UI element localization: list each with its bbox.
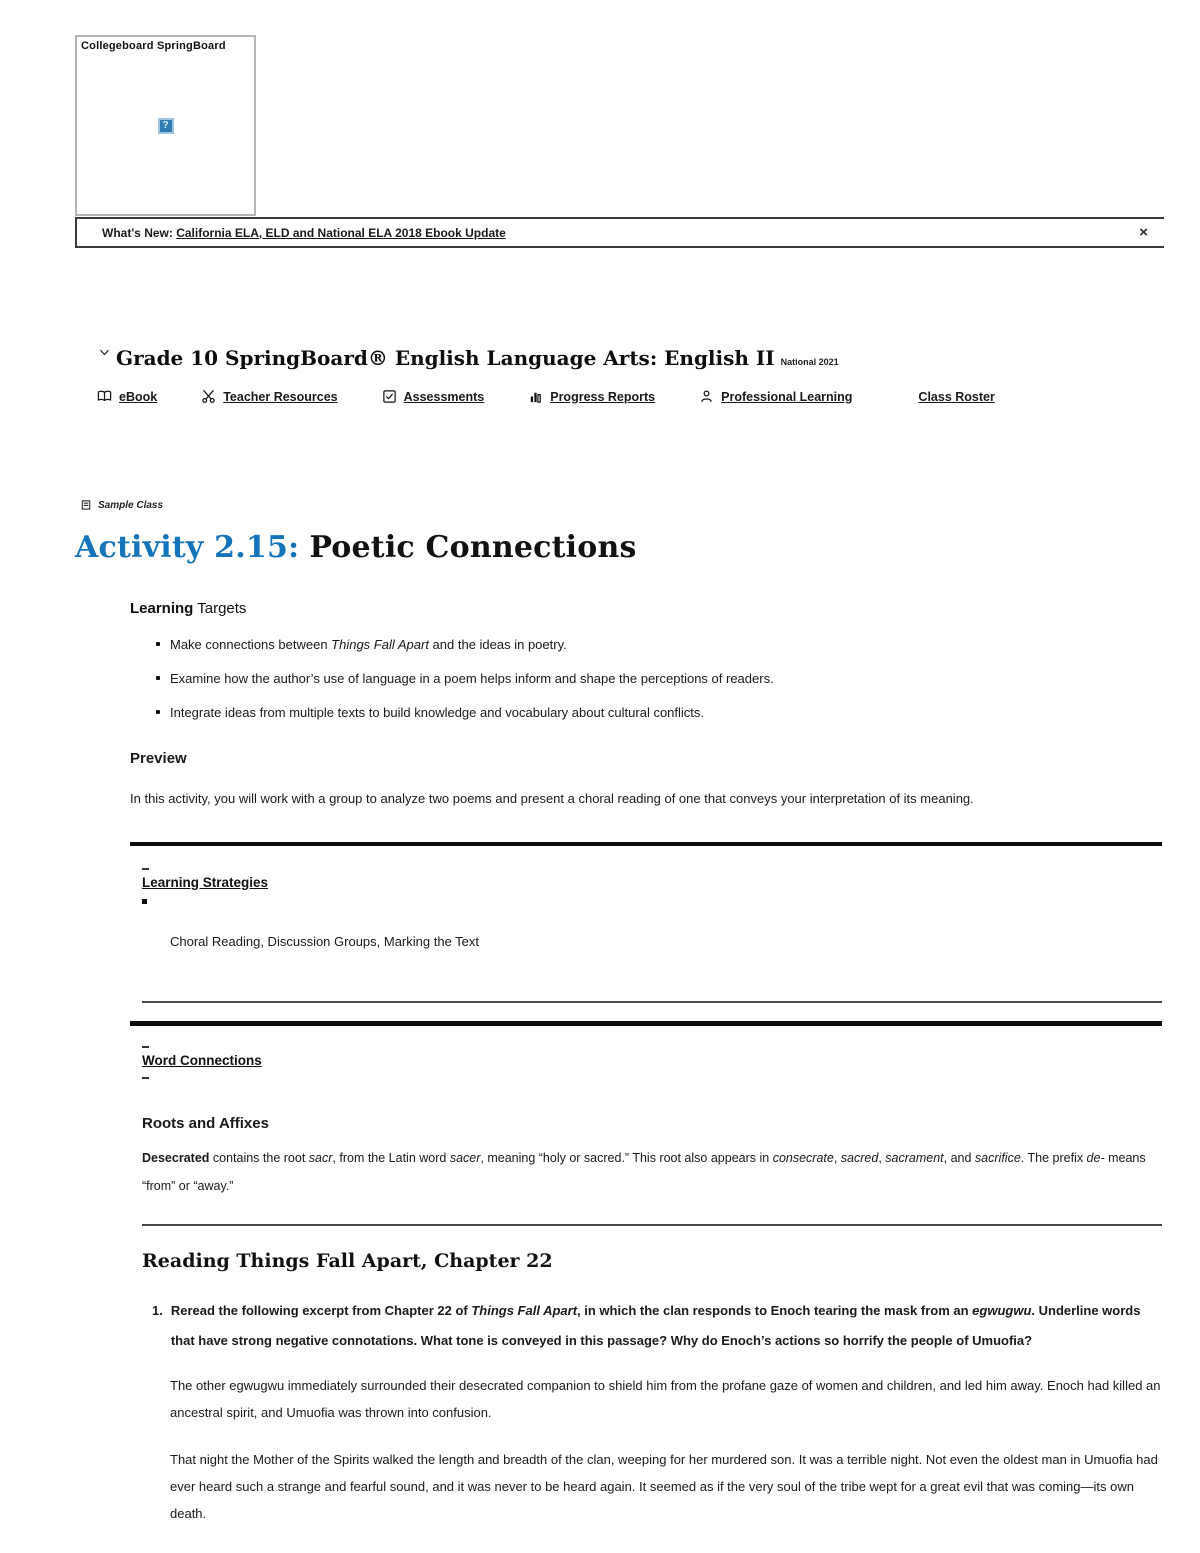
list-marker-icon	[142, 899, 147, 904]
nav-class-roster-label: Class Roster	[918, 389, 995, 404]
section-divider	[142, 1001, 1162, 1003]
nav-progress-reports-label: Progress Reports	[550, 389, 656, 404]
course-edition: National 2021	[780, 357, 839, 367]
course-nav	[97, 389, 1039, 404]
book-icon	[97, 389, 112, 404]
nav-progress-reports[interactable]	[528, 389, 655, 404]
nav-teacher-resources-label: Teacher Resources	[223, 389, 338, 404]
reading-section-heading: Reading Things Fall Apart, Chapter 22	[142, 1249, 553, 1272]
activity-number: Activity 2.15:	[75, 530, 300, 565]
collapsed-image-dash-icon	[142, 1046, 149, 1048]
excerpt-paragraph: That night the Mother of the Spirits walked the length and breadth of the clan, weeping for her murdered son. It was a terrible night. Not even the oldest man in Umuofia had ever heard such a strange and fearful sound, and it was never to be heard again. It seemed as if the very soul of the tribe wept for a great evil that was coming—its own death.	[170, 1451, 1158, 1521]
nav-assessments[interactable]	[382, 389, 485, 404]
learning-strategies-section	[130, 842, 1162, 1003]
learning-targets-list	[156, 637, 1162, 720]
activity-content	[118, 600, 1164, 1527]
activity-title	[75, 530, 637, 565]
course-title: Grade 10 SpringBoard® English Language Arts: English II	[116, 346, 775, 370]
logo-alt-text: Collegeboard SpringBoard	[81, 40, 226, 52]
nav-professional-learning[interactable]	[699, 389, 852, 404]
bar-chart-icon	[528, 389, 543, 404]
close-icon[interactable]: ×	[1139, 224, 1148, 241]
word-connections-link[interactable]: Word Connections	[142, 1052, 262, 1068]
nav-class-roster[interactable]	[918, 390, 994, 404]
nav-ebook-label: eBook	[119, 389, 158, 404]
collapsed-image-dash-icon	[142, 1077, 149, 1079]
chevron-down-icon[interactable]	[98, 346, 111, 359]
learning-strategies-link[interactable]: Learning Strategies	[142, 874, 269, 890]
person-icon	[699, 389, 714, 404]
item-text: Reread the following excerpt from Chapter 22 of Things Fall Apart, in which the clan responds to Enoch tearing the mask from an egwugwu. Underline words that have strong negative connotations. What tone is conveyed in this passage? Why do Enoch’s actions so horrify the people of Umuofia?	[170, 1302, 1141, 1348]
preview-heading: Preview	[130, 750, 187, 767]
learning-strategies-body: Choral Reading, Discussion Groups, Marking the Text	[170, 933, 480, 949]
roots-affixes-heading: Roots and Affixes	[142, 1114, 269, 1132]
sample-class-label: Sample Class	[98, 499, 164, 511]
activity-name: Poetic Connections	[309, 530, 637, 565]
scissors-icon	[201, 389, 216, 404]
learning-target-item: Make connections between Things Fall Apart and the ideas in poetry.	[156, 637, 1162, 652]
preview-body: In this activity, you will work with a group to analyze two poems and present a choral reading of one that conveys your interpretation of its meaning.	[130, 791, 974, 806]
class-card-icon	[80, 499, 92, 511]
learning-targets-heading: Learning Targets	[130, 600, 247, 617]
word-connections-section	[130, 1021, 1162, 1226]
learning-target-item: Integrate ideas from multiple texts to build knowledge and vocabulary about cultural conflicts.	[156, 705, 1162, 720]
sample-class	[80, 499, 163, 511]
learning-target-item: Examine how the author’s use of language in a poem helps inform and shape the perceptions of readers.	[156, 671, 1162, 686]
nav-assessments-label: Assessments	[403, 389, 485, 404]
roots-affixes-paragraph: Desecrated contains the root sacr, from the Latin word sacer, meaning “holy or sacred.” This root also appears in consecrate, sacred, sacrament, and sacrifice. The prefix de- means “from” or “away.”	[142, 1150, 1146, 1193]
reading-instruction-item	[152, 1296, 1162, 1356]
whats-new-text	[102, 226, 506, 240]
broken-image-icon: ?	[158, 118, 174, 134]
whats-new-link[interactable]: California ELA, ELD and National ELA 2018 Ebook Update	[176, 225, 506, 240]
logo-link[interactable]	[75, 35, 256, 216]
section-divider	[142, 1224, 1162, 1226]
item-number: 1.	[152, 1302, 163, 1318]
whats-new-label: What's New:	[102, 225, 173, 240]
collapsed-image-dash-icon	[142, 868, 149, 870]
course-header	[98, 346, 839, 370]
nav-teacher-resources[interactable]	[201, 389, 337, 404]
checklist-icon	[382, 389, 397, 404]
whats-new-banner	[75, 217, 1164, 248]
nav-professional-learning-label: Professional Learning	[721, 389, 853, 404]
excerpt-paragraph: The other egwugwu immediately surrounded their desecrated companion to shield him from the profane gaze of women and children, and led him away. Enoch had killed an ancestral spirit, and Umuofia was thrown into confusion.	[170, 1377, 1161, 1420]
nav-ebook[interactable]	[97, 389, 157, 404]
